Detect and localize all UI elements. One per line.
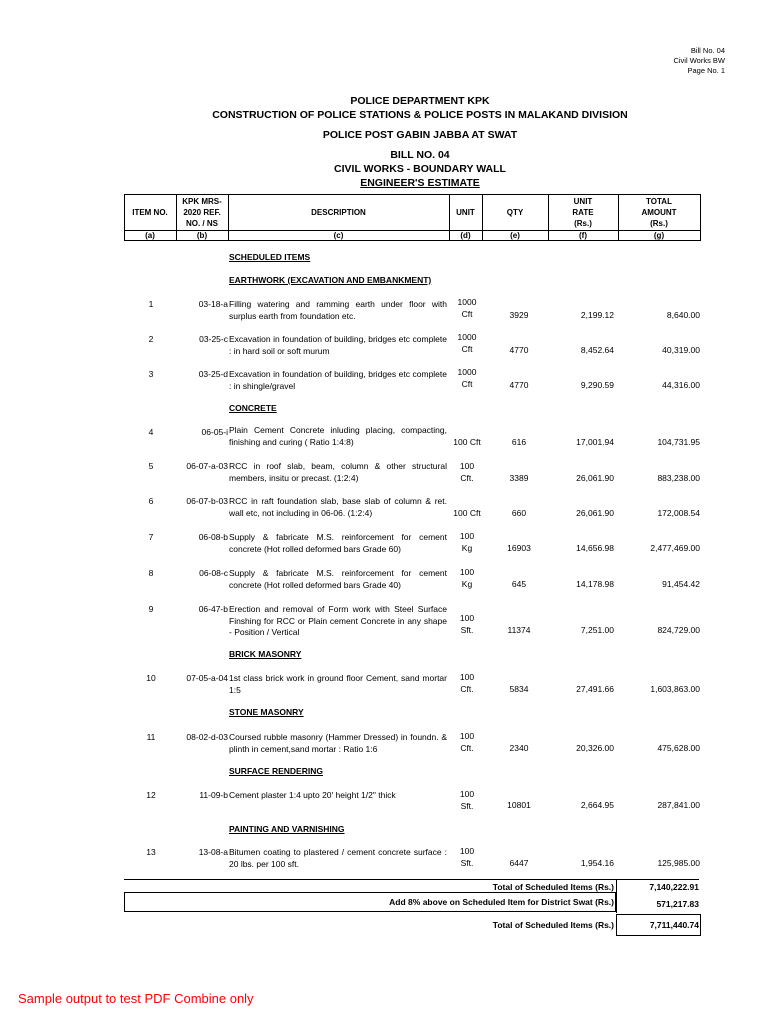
item-rate: 2,199.12 <box>580 310 614 320</box>
item-number: 12 <box>146 790 156 800</box>
item-description: RCC in roof slab, beam, column & other structural members, insitu or precast. (1:2:4) <box>229 461 447 483</box>
totals-block <box>124 879 701 935</box>
item-unit: 100 Sft. <box>459 846 475 868</box>
header-letter-e: (e) <box>510 231 520 240</box>
item-amount: 883,238.00 <box>657 473 700 483</box>
item-qty: 645 <box>511 579 527 589</box>
item-rate: 9,290.59 <box>580 380 614 390</box>
item-amount: 104,731.95 <box>657 437 700 447</box>
item-ref: 13-08-a <box>198 847 228 857</box>
premium-label: Add 8% above on Scheduled Item for District Swat (Rs.) <box>389 897 614 907</box>
item-qty: 11374 <box>507 625 531 635</box>
works-ref: Civil Works BW <box>673 56 725 65</box>
item-rate: 27,491.66 <box>576 684 614 694</box>
item-number: 7 <box>148 532 154 542</box>
item-description: Supply & fabricate M.S. reinforcement for cement concrete (Hot rolled deformed bars Grade 60) <box>229 532 447 554</box>
section-surface-rendering: SURFACE RENDERING <box>229 766 323 776</box>
section-brick-masonry: BRICK MASONRY <box>229 649 302 659</box>
item-unit: 100 Cft <box>453 508 481 518</box>
item-description: Supply & fabricate M.S. reinforcement for cement concrete (Hot rolled deformed bars Grade 40) <box>229 568 447 590</box>
premium-value: 571,217.83 <box>656 899 699 909</box>
item-ref: 06-07-a-03 <box>186 461 228 471</box>
item-rate: 1,954.16 <box>580 858 614 868</box>
item-description: RCC in raft foundation slab, base slab of column & ret. wall etc, not including in 06-06. (1:2:4) <box>229 496 447 518</box>
item-ref: 08-02-d-03 <box>186 732 228 742</box>
item-ref: 03-25-d <box>198 369 228 379</box>
header-amount: TOTAL AMOUNT (Rs.) <box>641 197 677 228</box>
grand-total-label: Total of Scheduled Items (Rs.) <box>492 920 614 930</box>
item-amount: 1,603,863.00 <box>650 684 700 694</box>
item-qty: 4770 <box>509 345 529 355</box>
section-stone-masonry: STONE MASONRY <box>229 707 304 717</box>
item-ref: 03-25-c <box>199 334 228 344</box>
section-earthwork: EARTHWORK (EXCAVATION AND EMBANKMENT) <box>229 275 432 285</box>
section-painting: PAINTING AND VARNISHING <box>229 824 345 834</box>
item-qty: 4770 <box>509 380 529 390</box>
item-unit: 100 Kg <box>459 567 475 589</box>
item-ref: 03-18-a <box>198 299 228 309</box>
item-description: Coursed rubble masonry (Hammer Dressed) in foundn. & plinth in cement,sand mortar : Ratio 1:6 <box>229 732 447 754</box>
header-ref: KPK MRS- 2020 REF. NO. / NS <box>182 197 222 228</box>
document-titles <box>0 94 770 190</box>
item-description: Excavation in foundation of building, bridges etc complete : in hard soil or soft murum <box>229 334 447 356</box>
item-description: Filling watering and ramming earth under floor with surplus earth from foundation etc. <box>229 299 447 321</box>
item-number: 8 <box>148 568 154 578</box>
item-ref: 06-08-c <box>199 568 228 578</box>
item-ref: 06-08-b <box>198 532 228 542</box>
bill-number-ref: Bill No. 04 <box>690 46 725 55</box>
item-qty: 5834 <box>509 684 529 694</box>
header-letter-f: (f) <box>579 231 587 240</box>
item-ref: 11-09-b <box>199 790 228 800</box>
item-unit: 100 Kg <box>459 531 475 553</box>
item-unit: 100 Cft <box>453 437 481 447</box>
item-number: 6 <box>148 496 154 506</box>
header-letter-c: (c) <box>333 231 344 240</box>
section-concrete: CONCRETE <box>229 403 277 413</box>
item-unit: 100 Sft. <box>459 789 475 811</box>
table-header <box>124 194 701 241</box>
item-number: 1 <box>148 299 154 309</box>
item-ref: 06-47-b <box>198 604 228 614</box>
item-rate: 2,664.95 <box>580 800 614 810</box>
scheduled-total-label: Total of Scheduled Items (Rs.) <box>492 882 614 892</box>
item-unit: 100 Cft. <box>459 731 475 753</box>
item-rate: 26,061.90 <box>576 508 614 518</box>
item-unit: 100 Cft. <box>459 461 475 483</box>
item-unit: 100 Cft. <box>459 672 475 694</box>
item-amount: 475,628.00 <box>657 743 700 753</box>
item-unit: 1000 Cft <box>457 297 477 319</box>
header-letter-a: (a) <box>145 231 155 240</box>
item-rate: 26,061.90 <box>576 473 614 483</box>
item-qty: 2340 <box>509 743 529 753</box>
item-number: 10 <box>146 673 156 683</box>
scheduled-total-value: 7,140,222.91 <box>649 882 699 892</box>
item-description: Plain Cement Concrete inluding placing, compacting, finishing and curing ( Ratio 1:4:8) <box>229 425 447 447</box>
item-number: 13 <box>146 847 156 857</box>
header-rate: UNIT RATE (Rs.) <box>572 197 594 228</box>
item-amount: 8,640.00 <box>666 310 700 320</box>
item-amount: 91,454.42 <box>662 579 700 589</box>
header-description: DESCRIPTION <box>311 208 366 217</box>
page-number: Page No. 1 <box>687 66 725 75</box>
works-title: CIVIL WORKS - BOUNDARY WALL <box>334 163 506 175</box>
header-unit: UNIT <box>456 208 475 217</box>
item-number: 3 <box>148 369 154 379</box>
item-rate: 17,001.94 <box>576 437 614 447</box>
item-amount: 172,008.54 <box>657 508 700 518</box>
item-qty: 660 <box>511 508 527 518</box>
item-rate: 8,452.64 <box>580 345 614 355</box>
item-unit: 1000 Cft <box>457 332 477 354</box>
item-amount: 125,985.00 <box>657 858 700 868</box>
header-letter-g: (g) <box>653 231 665 240</box>
department-title: POLICE DEPARTMENT KPK <box>350 95 490 107</box>
item-rate: 14,656.98 <box>576 543 614 553</box>
sample-watermark: Sample output to test PDF Combine only <box>18 991 254 1006</box>
item-number: 5 <box>148 461 154 471</box>
item-unit: 100 Sft. <box>459 613 475 635</box>
item-description: Erection and removal of Form work with Steel Surface Finshing for RCC or Plain cement Concrete in any shape - Position / Vertical <box>229 604 447 637</box>
item-amount: 44,316.00 <box>662 380 700 390</box>
item-qty: 3389 <box>509 473 529 483</box>
estimate-title: ENGINEER'S ESTIMATE <box>360 177 480 189</box>
post-title: POLICE POST GABIN JABBA AT SWAT <box>322 129 518 141</box>
item-description: 1st class brick work in ground floor Cement, sand mortar 1:5 <box>229 673 447 695</box>
item-qty: 16903 <box>507 543 531 553</box>
header-letter-d: (d) <box>460 231 471 240</box>
item-ref: 06-07-b-03 <box>186 496 228 506</box>
grand-total-value: 7,711,440.74 <box>649 920 699 930</box>
item-description: Cement plaster 1:4 upto 20' height 1/2" thick <box>229 790 396 800</box>
item-amount: 824,729.00 <box>657 625 700 635</box>
item-amount: 2,477,469.00 <box>650 543 700 553</box>
page-reference <box>673 46 725 76</box>
header-item-no: ITEM NO. <box>132 208 168 217</box>
item-description: Bitumen coating to plastered / cement concrete surface : 20 lbs. per 100 sft. <box>229 847 447 869</box>
item-number: 2 <box>148 334 154 344</box>
item-ref: 07-05-a-04 <box>186 673 228 683</box>
item-rate: 14,178.98 <box>576 579 614 589</box>
header-qty: QTY <box>506 208 524 217</box>
item-ref: 06-05-i <box>201 427 228 437</box>
section-scheduled-items: SCHEDULED ITEMS <box>229 252 311 262</box>
item-description: Excavation in foundation of building, bridges etc complete : in shingle/gravel <box>229 369 447 391</box>
item-rate: 20,326.00 <box>576 743 614 753</box>
item-qty: 6447 <box>509 858 529 868</box>
bill-title: BILL NO. 04 <box>390 149 450 161</box>
item-rate: 7,251.00 <box>580 625 614 635</box>
item-number: 4 <box>148 427 154 437</box>
item-number: 11 <box>146 732 156 742</box>
item-amount: 40,319.00 <box>662 345 700 355</box>
item-qty: 3929 <box>509 310 529 320</box>
project-title: CONSTRUCTION OF POLICE STATIONS & POLICE POSTS IN MALAKAND DIVISION <box>212 109 628 121</box>
header-letter-b: (b) <box>196 231 208 240</box>
item-qty: 10801 <box>507 800 531 810</box>
item-number: 9 <box>148 604 154 614</box>
item-amount: 287,841.00 <box>657 800 700 810</box>
item-qty: 616 <box>511 437 527 447</box>
item-unit: 1000 Cft <box>457 367 477 389</box>
